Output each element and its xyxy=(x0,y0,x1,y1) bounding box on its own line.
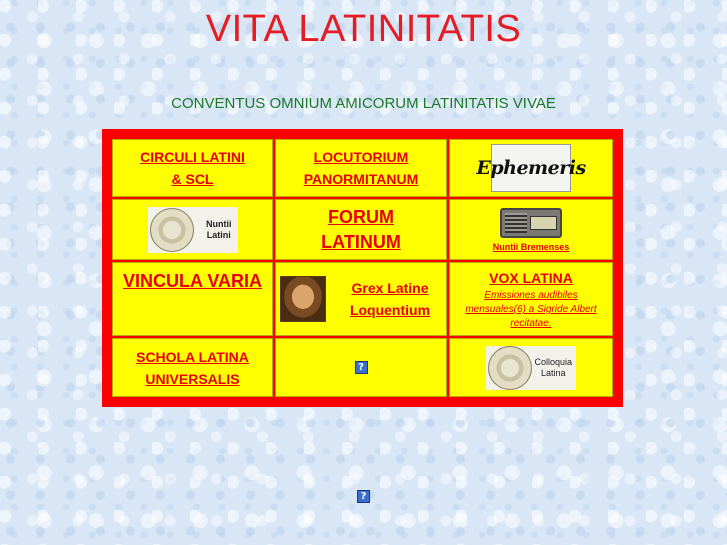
cell-nuntii-latini xyxy=(112,199,273,260)
cell-schola-latina xyxy=(112,338,273,397)
nuntii-bremenses-link[interactable]: Nuntii Bremenses xyxy=(492,241,570,252)
ephemeris-logo-link[interactable] xyxy=(476,144,586,192)
nuntii-latini-line2: Latini xyxy=(206,229,231,240)
cell-grex-latine xyxy=(275,262,447,336)
vox-note-line3: recitatae. xyxy=(510,318,552,329)
colloquia-latina-image-link[interactable] xyxy=(486,346,576,390)
schola-line2: UNIVERSALIS xyxy=(145,370,240,387)
locutorium-line2: PANORMITANUM xyxy=(303,171,419,187)
page-subtitle: CONVENTUS OMNIUM AMICORUM LATINITATIS VIVAE xyxy=(171,95,556,112)
cell-locutorium xyxy=(275,139,447,197)
radio-speaker xyxy=(505,213,527,233)
radio-icon[interactable] xyxy=(500,208,562,238)
colloquia-text xyxy=(534,357,572,379)
cell-circuli-latini xyxy=(112,139,273,197)
cell-colloquia-latina xyxy=(449,338,613,397)
cell-ephemeris xyxy=(449,139,613,197)
cell-missing-image xyxy=(275,338,447,397)
forum-latinum-link[interactable] xyxy=(321,205,401,255)
vox-note-line1: Emissiones audibiles xyxy=(484,290,578,301)
cell-forum-latinum xyxy=(275,199,447,260)
colloquia-line2: Latina xyxy=(540,367,566,378)
footer-missing-image-icon[interactable]: ? xyxy=(357,490,370,503)
missing-image-icon[interactable]: ? xyxy=(355,361,368,374)
nuntii-latini-image-link[interactable] xyxy=(148,207,238,253)
locutorium-link[interactable] xyxy=(304,146,419,190)
grex-line1: Grex Latine xyxy=(351,280,429,296)
colloquia-seal-icon xyxy=(488,346,532,390)
vincula-varia-link[interactable]: VINCULA VARIA xyxy=(123,271,262,291)
vox-latina-note-link[interactable] xyxy=(465,289,596,331)
circuli-latini-link[interactable] xyxy=(140,146,245,190)
schola-latina-link[interactable] xyxy=(136,346,249,390)
vox-latina-link[interactable]: VOX LATINA xyxy=(489,270,573,286)
forum-line2: LATINUM xyxy=(321,231,401,252)
colloquia-line1: Colloquia xyxy=(534,356,572,367)
cell-vox-latina xyxy=(449,262,613,336)
vox-note-line2: mensuales(6) a Sigride Albert xyxy=(465,304,597,315)
grex-latine-link[interactable] xyxy=(334,277,446,321)
forum-line1: FORUM xyxy=(328,206,394,227)
cell-nuntii-bremenses xyxy=(449,199,613,260)
ephemeris-logo-text: Ephemeris xyxy=(476,157,586,179)
nuntii-latini-text xyxy=(206,219,232,241)
portrait-image[interactable] xyxy=(280,276,326,322)
locutorium-line1: LOCUTORIUM xyxy=(313,149,409,165)
grex-line2: Loquentium xyxy=(349,302,431,318)
circuli-line1: CIRCULI LATINI xyxy=(140,149,245,165)
radio-dial xyxy=(530,216,557,230)
nuntii-latini-line1: Nuntii xyxy=(206,218,232,229)
radiophonia-seal-icon xyxy=(150,208,194,252)
links-table xyxy=(111,138,614,398)
circuli-line2: & SCL xyxy=(171,171,214,187)
cell-vincula-varia xyxy=(112,262,273,336)
page-title: VITA LATINITATIS xyxy=(205,8,522,50)
schola-line1: SCHOLA LATINA xyxy=(136,348,249,365)
links-table-frame xyxy=(102,129,623,407)
